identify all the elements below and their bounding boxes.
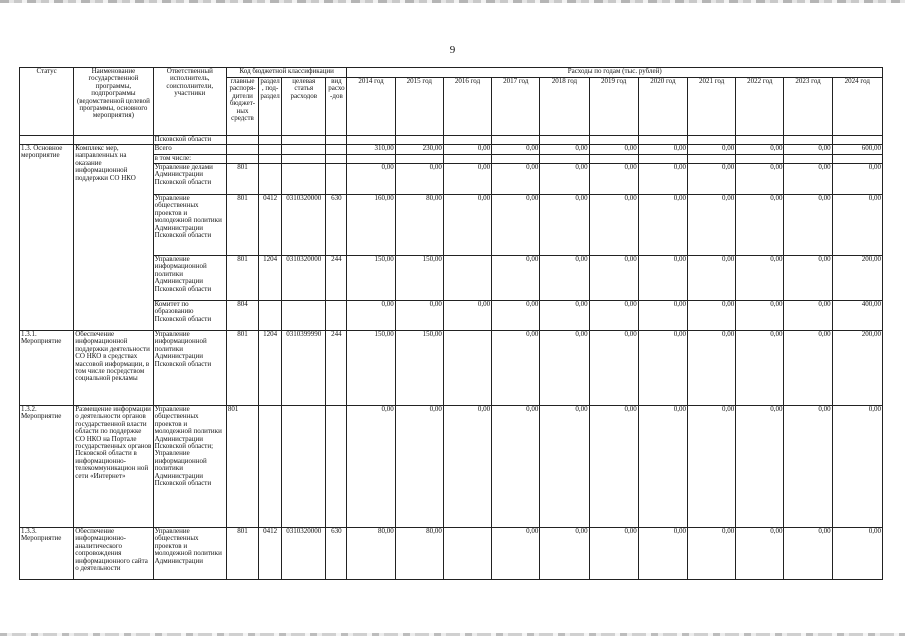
value-cell: 0,00 <box>736 195 784 256</box>
header-year: 2023 год <box>784 78 832 136</box>
name-cell: Комплекс мер, направленных на оказание информационной поддержки СО НКО <box>74 145 153 331</box>
value-cell: 0,00 <box>688 331 736 406</box>
rzpr-cell: 0412 <box>259 528 282 580</box>
header-year: 2022 год <box>736 78 784 136</box>
executor-cell: Управление общественных проектов и молодежной политики Администрации <box>153 528 226 580</box>
csr-cell <box>282 406 326 528</box>
value-cell: 150,00 <box>347 331 395 406</box>
csr-cell: 0310320000 <box>282 256 326 301</box>
value-cell: 0,00 <box>540 145 589 155</box>
status-cell: 1.3. Основное мероприятие <box>20 145 74 331</box>
executor-cell: Управление информационной политики Администрации Псковской области <box>153 331 226 406</box>
value-cell: 0,00 <box>688 256 736 301</box>
value-cell: 0,00 <box>347 301 395 331</box>
value-cell: 0,00 <box>688 406 736 528</box>
value-cell: 0,00 <box>736 164 784 195</box>
header-executor: Ответственный исполнитель, соисполнители, участники <box>153 68 226 136</box>
value-cell: 0,00 <box>395 301 443 331</box>
value-cell: 0,00 <box>443 406 491 528</box>
header-year: 2014 год <box>347 78 395 136</box>
value-cell: 0,00 <box>688 301 736 331</box>
value-cell: 0,00 <box>540 256 589 301</box>
header-year: 2015 год <box>395 78 443 136</box>
value-cell: 0,00 <box>638 256 687 301</box>
value-cell: 0,00 <box>347 164 395 195</box>
value-cell: 0,00 <box>688 528 736 580</box>
header-year: 2018 год <box>540 78 589 136</box>
value-cell: 80,00 <box>347 528 395 580</box>
value-cell: 0,00 <box>395 406 443 528</box>
value-cell: 0,00 <box>784 195 832 256</box>
status-cell: 1.3.3. Мероприятие <box>20 528 74 580</box>
value-cell: 0,00 <box>492 528 540 580</box>
value-cell: 0,00 <box>736 331 784 406</box>
grbs-cell: 801 <box>226 164 258 195</box>
header-year: 2024 год <box>832 78 882 136</box>
value-cell: 0,00 <box>784 406 832 528</box>
rzpr-cell: 1204 <box>259 256 282 301</box>
rzpr-cell <box>259 406 282 528</box>
value-cell: 0,00 <box>443 164 491 195</box>
name-cell: Обеспечение информационной поддержки деятельности СО НКО в средствах массовой информации, в том числе посредством социальной рекламы <box>74 331 153 406</box>
value-cell: 0,00 <box>589 528 638 580</box>
csr-cell <box>282 301 326 331</box>
value-cell: 0,00 <box>784 145 832 155</box>
value-cell: 0,00 <box>395 164 443 195</box>
executor-cell: Псковской области <box>153 136 226 145</box>
value-cell: 0,00 <box>540 195 589 256</box>
value-cell: 0,00 <box>589 301 638 331</box>
value-cell: 150,00 <box>347 256 395 301</box>
value-cell: 0,00 <box>638 195 687 256</box>
value-cell: 0,00 <box>736 528 784 580</box>
header-grbs: главные распоря-дители бюджет-ных средств <box>226 78 258 136</box>
value-cell: 0,00 <box>540 164 589 195</box>
value-cell: 0,00 <box>589 406 638 528</box>
value-cell: 200,00 <box>832 256 882 301</box>
value-cell <box>443 256 491 301</box>
csr-cell: 0310320000 <box>282 528 326 580</box>
value-cell: 0,00 <box>492 164 540 195</box>
csr-cell: 0310399990 <box>282 331 326 406</box>
value-cell: 0,00 <box>589 331 638 406</box>
value-cell: 0,00 <box>638 301 687 331</box>
value-cell: 0,00 <box>736 256 784 301</box>
value-cell: 310,00 <box>347 145 395 155</box>
status-cell: 1.3.2. Мероприятие <box>20 406 74 528</box>
value-cell: 0,00 <box>540 331 589 406</box>
name-cell: Размещение информации о деятельности органов государственной власти области по поддержке СО НКО на Портале государственных органов Псковской области в информационно-телекоммуникацион ной сети «Интернет» <box>74 406 153 528</box>
grbs-cell: 801 <box>226 195 258 256</box>
table-row <box>20 331 883 406</box>
value-cell: 0,00 <box>784 164 832 195</box>
value-cell: 400,00 <box>832 301 882 331</box>
vr-cell <box>326 301 347 331</box>
value-cell: 0,00 <box>589 256 638 301</box>
value-cell: 0,00 <box>688 195 736 256</box>
rzpr-cell <box>259 301 282 331</box>
value-cell: 0,00 <box>589 195 638 256</box>
vr-cell: 630 <box>326 528 347 580</box>
vr-cell <box>326 164 347 195</box>
value-cell: 0,00 <box>832 195 882 256</box>
grbs-cell: 804 <box>226 301 258 331</box>
value-cell: 0,00 <box>736 301 784 331</box>
value-cell: 0,00 <box>832 528 882 580</box>
grbs-cell: 801 <box>226 528 258 580</box>
value-cell: 0,00 <box>638 528 687 580</box>
value-cell: 0,00 <box>688 164 736 195</box>
vr-cell: 244 <box>326 256 347 301</box>
value-cell: 0,00 <box>784 528 832 580</box>
value-cell: 0,00 <box>492 145 540 155</box>
table-row <box>20 528 883 580</box>
value-cell: 0,00 <box>589 164 638 195</box>
value-cell <box>443 331 491 406</box>
header-year: 2020 год <box>638 78 687 136</box>
rzpr-cell <box>259 164 282 195</box>
value-cell: 160,00 <box>347 195 395 256</box>
value-cell: 0,00 <box>540 406 589 528</box>
value-cell: 0,00 <box>492 406 540 528</box>
value-cell <box>443 528 491 580</box>
value-cell: 200,00 <box>832 331 882 406</box>
value-cell: 0,00 <box>638 331 687 406</box>
header-expenses: Расходы по годам (тыс. рублей) <box>347 68 883 78</box>
budget-table <box>19 67 883 580</box>
value-cell: 0,00 <box>492 331 540 406</box>
name-cell: Обеспечение информационно-аналитического сопровождения информационного сайта о деятельности <box>74 528 153 580</box>
vr-cell: 630 <box>326 195 347 256</box>
value-cell: 0,00 <box>784 256 832 301</box>
header-year: 2016 год <box>443 78 491 136</box>
value-cell: 0,00 <box>784 301 832 331</box>
page-number: 9 <box>449 44 456 56</box>
header-csr: целевая статья расходов <box>282 78 326 136</box>
value-cell: 0,00 <box>638 164 687 195</box>
header-rzpr: раздел, под-раздел <box>259 78 282 136</box>
header-year: 2017 год <box>492 78 540 136</box>
value-cell: 0,00 <box>492 256 540 301</box>
rzpr-cell: 0412 <box>259 195 282 256</box>
value-cell: 150,00 <box>395 256 443 301</box>
grbs-cell: 801 <box>226 406 258 528</box>
executor-cell: Управление делами Администрации Псковской области <box>153 164 226 195</box>
value-cell: 0,00 <box>832 406 882 528</box>
value-cell: 0,00 <box>540 528 589 580</box>
rzpr-cell: 1204 <box>259 331 282 406</box>
value-cell: 0,00 <box>443 301 491 331</box>
header-name: Наименование государственной программы, подпрограммы (ведомственной целевой программы, основного мероприятия) <box>74 68 153 136</box>
value-cell: 0,00 <box>784 331 832 406</box>
scan-artifact-top <box>0 0 905 3</box>
vr-cell <box>326 406 347 528</box>
value-cell: 0,00 <box>638 406 687 528</box>
executor-cell: Всего <box>153 145 226 155</box>
header-year: 2019 год <box>589 78 638 136</box>
value-cell: 0,00 <box>347 406 395 528</box>
value-cell: 0,00 <box>492 301 540 331</box>
value-cell: 0,00 <box>832 164 882 195</box>
value-cell: 150,00 <box>395 331 443 406</box>
header-budget-code: Код бюджетной классификации <box>226 68 347 78</box>
csr-cell <box>282 164 326 195</box>
value-cell: 0,00 <box>540 301 589 331</box>
value-cell: 0,00 <box>736 145 784 155</box>
header-year: 2021 год <box>688 78 736 136</box>
vr-cell: 244 <box>326 331 347 406</box>
scan-artifact-bottom <box>0 633 905 636</box>
grbs-cell: 801 <box>226 331 258 406</box>
value-cell: 0,00 <box>443 195 491 256</box>
value-cell: 230,00 <box>395 145 443 155</box>
status-cell: 1.3.1. Мероприятие <box>20 331 74 406</box>
value-cell: 80,00 <box>395 528 443 580</box>
header-status: Статус <box>20 68 74 136</box>
value-cell: 0,00 <box>492 195 540 256</box>
executor-cell: Управление общественных проектов и молодежной политики Администрации Псковской области <box>153 195 226 256</box>
value-cell: 0,00 <box>589 145 638 155</box>
csr-cell: 0310320000 <box>282 195 326 256</box>
value-cell: 600,00 <box>832 145 882 155</box>
executor-cell: Управление информационной политики Администрации Псковской области <box>153 256 226 301</box>
executor-cell: в том числе: <box>153 155 226 164</box>
table-row <box>20 136 883 145</box>
value-cell: 0,00 <box>736 406 784 528</box>
grbs-cell: 801 <box>226 256 258 301</box>
executor-cell: Управление общественных проектов и молодежной политики Администрации Псковской области; Управление информационной политики Администрации Псковской области <box>153 406 226 528</box>
value-cell: 80,00 <box>395 195 443 256</box>
value-cell: 0,00 <box>443 145 491 155</box>
header-vr: вид расхо-дов <box>326 78 347 136</box>
table-row <box>20 406 883 528</box>
value-cell: 0,00 <box>688 145 736 155</box>
value-cell: 0,00 <box>638 145 687 155</box>
table-row <box>20 145 883 155</box>
executor-cell: Комитет по образованию Псковской области <box>153 301 226 331</box>
